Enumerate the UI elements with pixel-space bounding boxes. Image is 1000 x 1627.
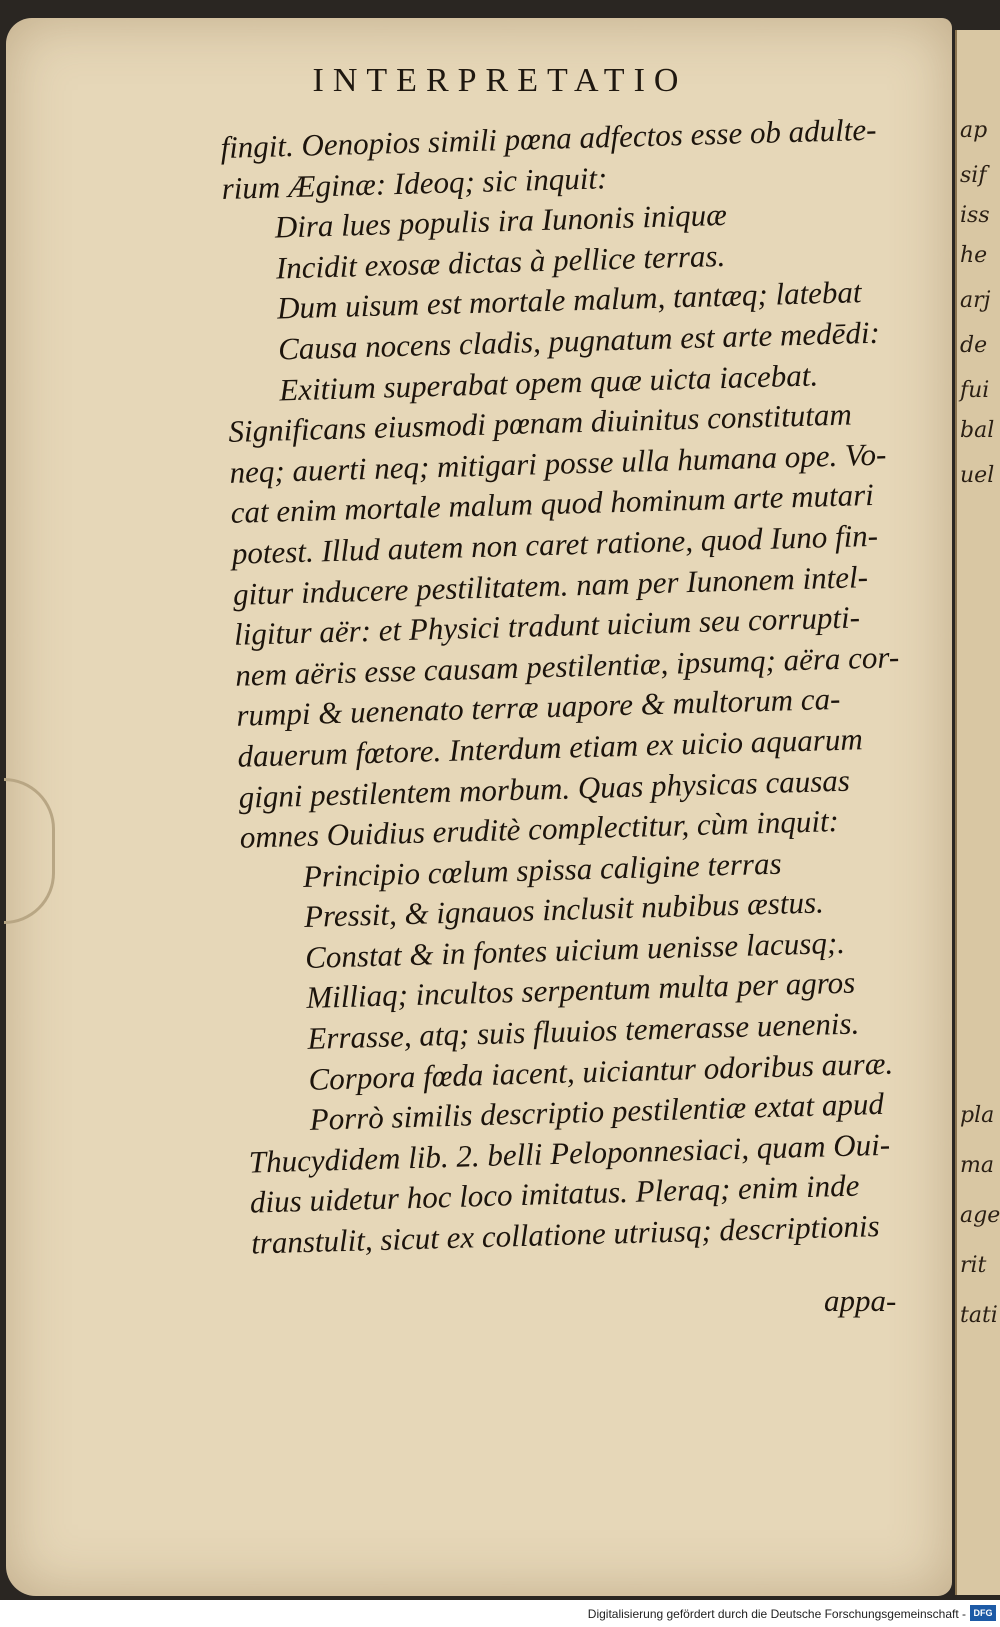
text-line: ligitur aër: et Physici tradunt uicium seu corrupti- [233, 599, 861, 652]
text-line: fingit. Oenopios simili pœna adfectos esse ob adulte- [220, 111, 877, 165]
text-line: Pressit, & ignauos inclusit nubibus æstus. [303, 884, 825, 935]
facing-page-fragment: he [960, 243, 988, 268]
text-line: Dira lues populis ira Iunonis iniquæ [274, 197, 728, 245]
text-line: Constat & in fontes uicium uenisse lacusq;. [304, 924, 846, 975]
text-line: Thucydidem lib. 2. belli Peloponnesiaci, quam Oui- [248, 1126, 891, 1180]
facing-page-fragment: sif [960, 163, 987, 188]
clasp-mark [4, 778, 55, 924]
text-line: Corpora fœda iacent, uiciantur odoribus auræ. [308, 1045, 894, 1097]
facing-page-fragment: age [960, 1203, 1000, 1228]
text-line: rium Æginæ: Ideoq; sic inquit: [221, 159, 608, 206]
text-line: potest. Illud autem non caret ratione, quod Iuno fin- [231, 517, 879, 571]
facing-page-fragment: pla [960, 1103, 995, 1128]
running-header: INTERPRETATIO [312, 62, 688, 99]
text-line: Milliaq; incultos serpentum multa per agros [305, 965, 856, 1016]
text-line: Significans eiusmodi pœnam diuinitus constitutam [227, 396, 853, 450]
facing-page-fragment: iss [960, 203, 990, 228]
text-line: neq; auerti neq; mitigari posse ulla humana ope. Vo- [229, 436, 887, 490]
facing-page-fragment: arj [960, 288, 991, 313]
facing-page-fragment: bal [960, 418, 995, 443]
text-line: omnes Ouidius eruditè complectitur, cùm inquit: [239, 803, 840, 855]
text-line: nem aëris esse causam pestilentiæ, ipsumq; aëra cor- [234, 638, 900, 693]
facing-page-fragment: tati [960, 1303, 998, 1328]
text-line: Causa nocens cladis, pugnatum est arte medēdi: [277, 314, 881, 367]
text-line: Principio cœlum spissa caligine terras [302, 845, 782, 894]
facing-page-fragment: de [960, 333, 988, 358]
text-line: Incidit exosæ dictas à pellice terras. [275, 237, 726, 286]
facing-page-fragment: uel [960, 463, 995, 488]
text-line: Porrò similis descriptio pestilentiæ extat apud [309, 1086, 885, 1138]
text-line: Dum uisum est mortale malum, tantæq; latebat [276, 274, 862, 326]
text-line: dius uidetur hoc loco imitatus. Pleraq; enim inde [249, 1168, 860, 1221]
text-line: rumpi & uenenato terræ uapore & multorum ca- [235, 681, 841, 734]
text-line: gitur inducere pestilitatem. nam per Iunonem intel- [232, 558, 869, 612]
text-line: transtulit, sicut ex collatione utriusq; descriptionis [250, 1208, 880, 1261]
footer-credit: Digitalisierung gefördert durch die Deutsche Forschungsgemeinschaft - [587, 1607, 966, 1621]
facing-page-fragment: fui [960, 378, 990, 403]
text-line: Errasse, atq; suis fluuios temerasse uenenis. [306, 1005, 860, 1056]
text-line: dauerum fœtore. Interdum etiam ex uicio aquarum [237, 721, 864, 774]
footer-bar [0, 1600, 1000, 1627]
facing-page-fragment: ap [960, 118, 988, 143]
catchword: appa- [824, 1283, 897, 1318]
dfg-logo: DFG [970, 1605, 996, 1621]
body-text [220, 109, 941, 1264]
facing-page-fragment: rit [960, 1253, 987, 1278]
text-line: gigni pestilentem morbum. Quas physicas causas [238, 762, 851, 815]
facing-page-fragment: ma [960, 1153, 994, 1178]
text-line: Exitium superabat opem quæ uicta iacebat. [278, 356, 819, 408]
text-line: cat enim mortale malum quod hominum arte mutari [230, 477, 875, 531]
